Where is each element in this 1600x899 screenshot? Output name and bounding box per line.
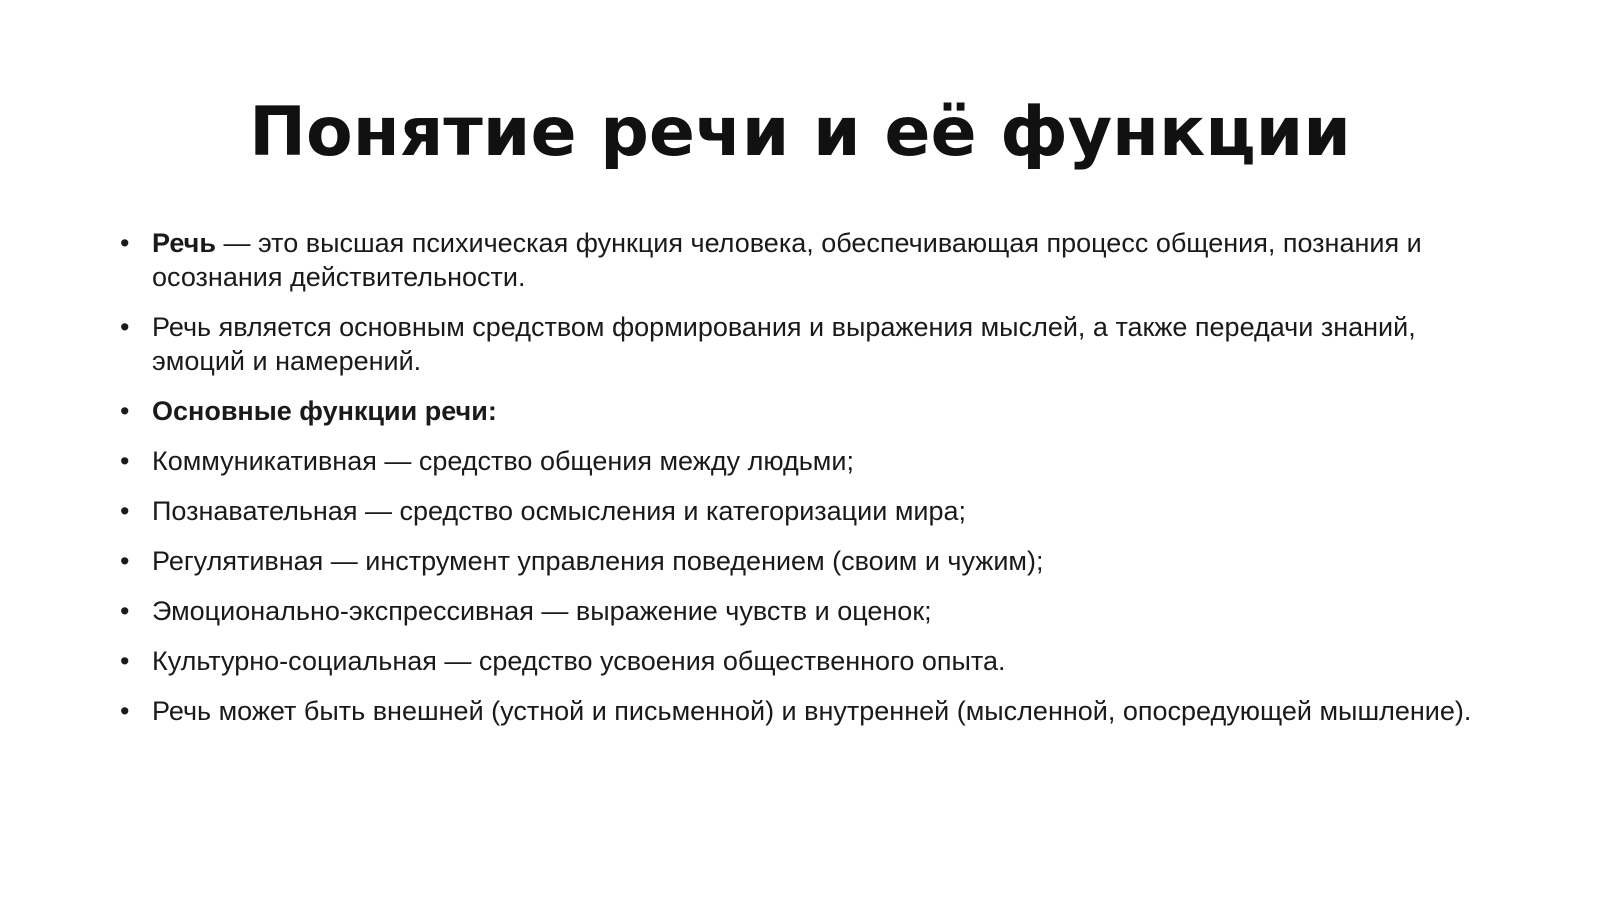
bullet-item bbox=[120, 494, 1500, 528]
bullet-item bbox=[120, 444, 1500, 478]
bullet-dot-icon: • bbox=[120, 596, 130, 626]
bullet-item bbox=[120, 644, 1500, 678]
bullet-bold-text: Речь bbox=[152, 228, 216, 258]
bullet-item bbox=[120, 594, 1500, 628]
bullet-text: Речь является основным средством формирования и выражения мыслей, а также передачи знаний, эмоций и намерений. bbox=[152, 312, 1416, 376]
bullet-item bbox=[120, 544, 1500, 578]
bullet-text: Речь может быть внешней (устной и письменной) и внутренней (мысленной, опосредующей мышление). bbox=[152, 696, 1472, 726]
bullet-text: Коммуникативная — средство общения между людьми; bbox=[152, 446, 854, 476]
bullet-text: Познавательная — средство осмысления и категоризации мира; bbox=[152, 496, 966, 526]
bullet-text: Эмоционально-экспрессивная — выражение чувств и оценок; bbox=[152, 596, 932, 626]
bullet-text: Регулятивная — инструмент управления поведением (своим и чужим); bbox=[152, 546, 1044, 576]
bullet-item bbox=[120, 226, 1500, 294]
bullet-text: — это высшая психическая функция человека, обеспечивающая процесс общения, познания и осознания действительности. bbox=[152, 228, 1422, 292]
bullet-dot-icon: • bbox=[120, 446, 130, 476]
bullet-dot-icon: • bbox=[120, 312, 130, 342]
bullet-list bbox=[120, 226, 1500, 744]
bullet-dot-icon: • bbox=[120, 696, 130, 726]
bullet-dot-icon: • bbox=[120, 646, 130, 676]
bullet-dot-icon: • bbox=[120, 546, 130, 576]
bullet-item bbox=[120, 310, 1500, 378]
slide-title: Понятие речи и её функции bbox=[249, 93, 1351, 172]
bullet-text: Культурно-социальная — средство усвоения общественного опыта. bbox=[152, 646, 1006, 676]
bullet-dot-icon: • bbox=[120, 396, 130, 426]
bullet-item bbox=[120, 694, 1500, 728]
bullet-bold-text: Основные функции речи: bbox=[152, 396, 497, 426]
bullet-dot-icon: • bbox=[120, 496, 130, 526]
bullet-dot-icon: • bbox=[120, 228, 130, 258]
bullet-item bbox=[120, 394, 1500, 428]
